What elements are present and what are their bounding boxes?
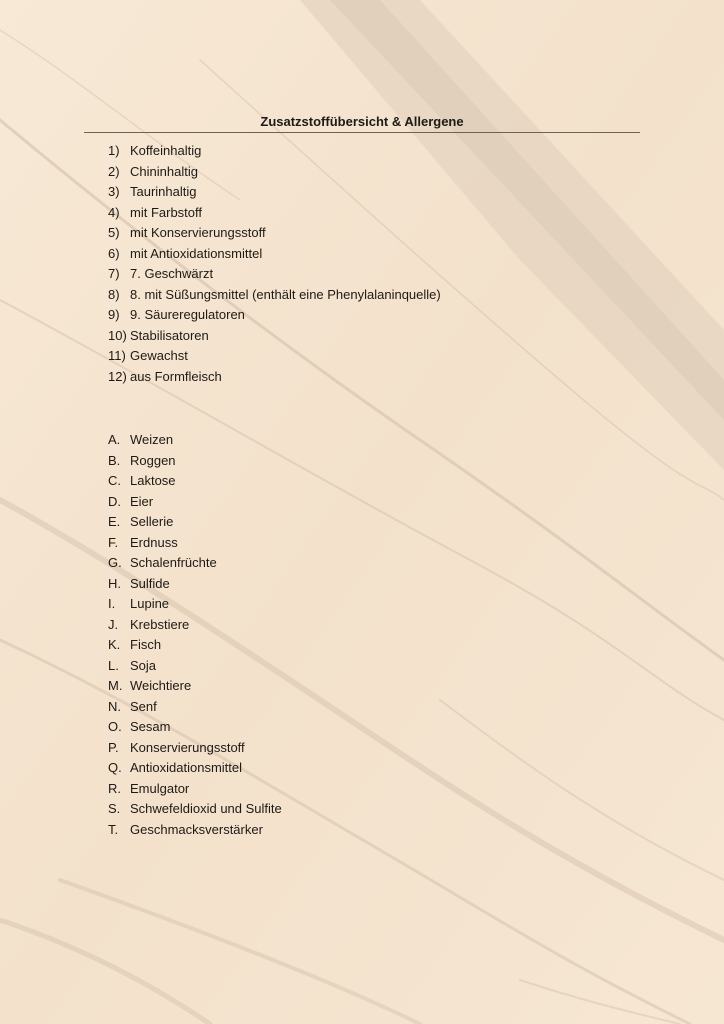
- list-item-text: Soja: [130, 657, 157, 673]
- list-marker: A.: [108, 432, 121, 447]
- list-marker: 8): [108, 286, 120, 302]
- allergen-item: [108, 697, 282, 718]
- additive-item: [108, 162, 441, 183]
- allergen-item: [108, 594, 282, 615]
- list-marker: J.: [108, 616, 119, 632]
- additive-item: [108, 244, 441, 265]
- list-marker: I.: [108, 596, 116, 611]
- allergen-item: [108, 512, 282, 533]
- list-item-text: mit Antioxidationsmittel: [130, 245, 263, 261]
- list-item-text: Erdnuss: [130, 534, 178, 550]
- allergen-item: [108, 738, 282, 759]
- list-marker: S.: [108, 801, 121, 816]
- title-divider: [84, 132, 640, 133]
- additive-item: [108, 285, 441, 306]
- list-item-text: Sulfide: [130, 575, 170, 591]
- allergens-list: [108, 430, 282, 840]
- list-item-text: Weizen: [130, 432, 174, 447]
- list-item-text: Eier: [130, 493, 154, 509]
- list-marker: O.: [108, 719, 122, 734]
- additive-item: [108, 141, 441, 162]
- list-item-text: Laktose: [130, 473, 176, 488]
- list-marker: 6): [108, 245, 120, 261]
- list-marker: E.: [108, 514, 121, 529]
- additive-item: [108, 182, 441, 203]
- list-marker: Q.: [108, 760, 122, 775]
- list-item-text: aus Formfleisch: [130, 368, 222, 384]
- list-item-text: Krebstiere: [130, 616, 190, 632]
- list-item-text: mit Farbstoff: [130, 204, 203, 220]
- list-marker: 7): [108, 266, 120, 281]
- document-title: Zusatzstoffübersicht & Allergene: [260, 114, 464, 129]
- list-item-text: Sesam: [130, 719, 171, 734]
- list-item-text: Gewachst: [130, 348, 188, 363]
- list-marker: 10): [108, 327, 127, 343]
- list-marker: G.: [108, 555, 122, 570]
- allergen-item: [108, 799, 282, 820]
- allergen-item: [108, 717, 282, 738]
- allergen-item: [108, 430, 282, 451]
- list-marker: P.: [108, 739, 119, 755]
- list-item-text: Geschmacksverstärker: [130, 821, 263, 837]
- list-item-text: 9. Säureregulatoren: [130, 307, 245, 322]
- list-marker: B.: [108, 452, 121, 468]
- allergen-item: [108, 820, 282, 841]
- list-item-text: Roggen: [130, 452, 176, 468]
- list-marker: 11): [108, 348, 126, 363]
- list-marker: 5): [108, 225, 120, 240]
- list-item-text: Sellerie: [130, 514, 174, 529]
- list-item-text: Chininhaltig: [130, 163, 198, 179]
- allergen-item: [108, 471, 282, 492]
- list-marker: F.: [108, 534, 119, 550]
- allergen-item: [108, 615, 282, 636]
- list-item-text: Taurinhaltig: [130, 184, 197, 199]
- list-marker: 12): [108, 368, 127, 384]
- list-item-text: Koffeinhaltig: [130, 143, 202, 158]
- allergen-item: [108, 533, 282, 554]
- list-marker: 1): [108, 143, 120, 158]
- list-marker: 4): [108, 204, 120, 220]
- list-item-text: Emulgator: [130, 780, 190, 796]
- additive-item: [108, 346, 441, 367]
- list-marker: K.: [108, 637, 121, 652]
- list-item-text: 8. mit Süßungsmittel (enthält eine Phenylalaninquelle): [130, 286, 441, 302]
- additive-item: [108, 305, 441, 326]
- list-item-text: Schalenfrüchte: [130, 555, 217, 570]
- list-marker: T.: [108, 821, 119, 837]
- list-marker: 3): [108, 184, 120, 199]
- list-item-text: Lupine: [130, 596, 170, 611]
- allergen-item: [108, 656, 282, 677]
- list-item-text: 7. Geschwärzt: [130, 266, 214, 281]
- list-item-text: Antioxidationsmittel: [130, 760, 242, 775]
- additive-item: [108, 367, 441, 388]
- list-item-text: Weichtiere: [130, 678, 192, 693]
- list-marker: D.: [108, 493, 121, 509]
- allergen-item: [108, 758, 282, 779]
- list-item-text: Fisch: [130, 637, 162, 652]
- list-marker: 9): [108, 307, 120, 322]
- list-marker: C.: [108, 473, 121, 488]
- list-marker: N.: [108, 698, 121, 714]
- list-marker: M.: [108, 678, 123, 693]
- list-item-text: Konservierungsstoff: [130, 739, 245, 755]
- additive-item: [108, 264, 441, 285]
- additive-item: [108, 203, 441, 224]
- additive-item: [108, 223, 441, 244]
- list-item-text: Schwefeldioxid und Sulfite: [130, 801, 282, 816]
- additive-item: [108, 326, 441, 347]
- allergen-item: [108, 553, 282, 574]
- allergen-item: [108, 779, 282, 800]
- list-marker: H.: [108, 575, 121, 591]
- list-marker: L.: [108, 657, 119, 673]
- allergen-item: [108, 676, 282, 697]
- allergen-item: [108, 574, 282, 595]
- list-item-text: Senf: [130, 698, 157, 714]
- allergen-item: [108, 492, 282, 513]
- list-item-text: mit Konservierungsstoff: [130, 225, 266, 240]
- allergen-item: [108, 451, 282, 472]
- list-item-text: Stabilisatoren: [130, 327, 209, 343]
- allergen-item: [108, 635, 282, 656]
- additives-list: [108, 141, 441, 387]
- list-marker: R.: [108, 780, 121, 796]
- list-marker: 2): [108, 163, 120, 179]
